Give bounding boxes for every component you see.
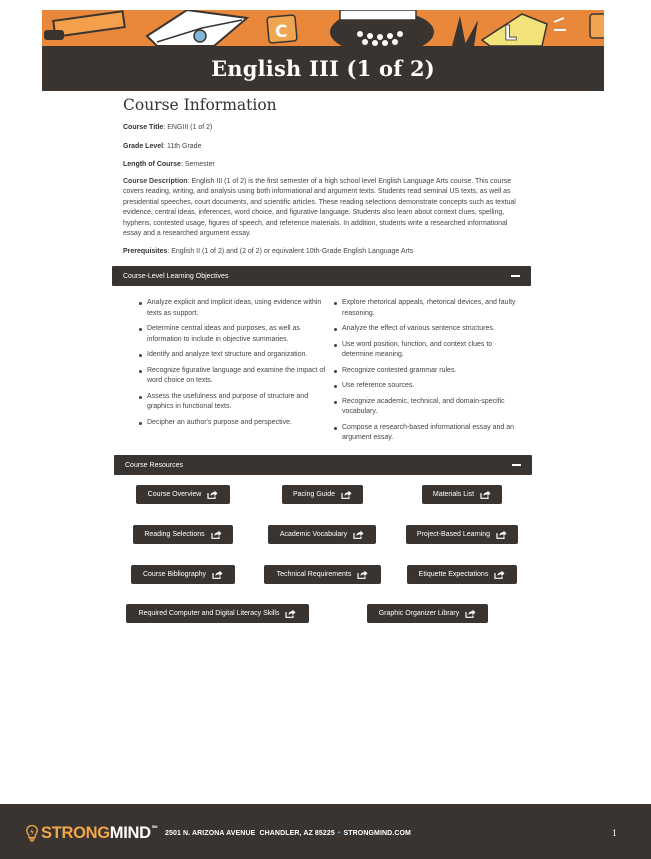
logo-mind: MIND [109,824,151,842]
objective-item: Recognize academic, technical, and domain-specific vocabulary. [329,397,524,418]
objective-item: Compose a research-based informational essay and an argument essay. [329,423,524,444]
footer-address: 2501 N. ARIZONA AVENUE CHANDLER, AZ 85225 [165,830,335,837]
button-label: Technical Requirements [276,571,352,578]
objectives-section-title: Course-Level Learning Objectives [123,272,229,280]
grade-level-label: Grade Level [123,142,164,150]
external-share-icon [494,570,505,579]
svg-text:C: C [275,22,288,42]
reading-selections-button[interactable] [133,525,233,544]
objectives-column-right [329,298,524,449]
button-label: Academic Vocabulary [279,531,348,538]
external-share-icon [465,609,476,618]
external-share-icon [212,570,223,579]
objective-item: Recognize contested grammar rules. [329,366,524,377]
course-banner [42,10,604,91]
course-title-line [123,123,527,134]
project-based-learning-button[interactable] [406,525,518,544]
button-label: Required Computer and Digital Literacy Skills [138,610,280,617]
digital-literacy-skills-button[interactable] [126,604,309,623]
course-overview-button[interactable] [136,485,230,504]
collapse-icon[interactable] [512,464,521,466]
lightbulb-icon [26,825,38,842]
external-share-icon [480,490,491,499]
objective-item: Identify and analyze text structure and organization. [134,350,329,361]
resources-section-title: Course Resources [125,461,183,469]
course-length-label: Length of Course [123,161,181,168]
banner-illustration [42,10,604,46]
logo-strong: STRONG [41,824,110,842]
strongmind-logo[interactable] [26,824,157,843]
footer-website-link[interactable]: STRONGMIND.COM [343,830,411,837]
objective-item: Recognize figurative language and examine the impact of word choice on texts. [134,366,329,387]
button-label: Reading Selections [144,531,205,538]
button-label: Course Bibliography [142,571,207,578]
course-description-label: Course Description [123,177,188,185]
footer-separator: • [337,830,341,837]
external-share-icon [353,530,364,539]
course-description [123,177,527,240]
etiquette-expectations-button[interactable] [407,565,517,584]
materials-list-button[interactable] [422,485,502,504]
objective-item: Explore rhetorical appeals, rhetorical devices, and faulty reasoning. [329,298,524,319]
prerequisites-label: Prerequisites [123,247,168,255]
logo-wordmark [41,824,157,843]
external-share-icon [285,609,296,618]
grade-level-value: : 11th Grade [163,142,202,150]
course-title-value: : ENGIII (1 of 2) [163,124,213,131]
objective-item: Determine central ideas and purposes, as well as information to include in objective summaries. [134,324,329,345]
plant-illustration [452,16,478,46]
svg-text:L: L [504,21,517,45]
pencil-illustration [44,11,125,40]
external-share-icon [341,490,352,499]
objectives-section-header[interactable] [112,266,531,286]
collapse-icon[interactable] [511,275,520,277]
external-share-icon [357,570,368,579]
button-label: Pacing Guide [292,491,336,498]
objective-item: Analyze the effect of various sentence structures. [329,324,524,335]
letter-tile-partial [590,14,604,38]
external-share-icon [211,530,222,539]
resources-section-header[interactable] [114,455,532,475]
megaphone-illustration [482,14,566,46]
page-title: English III (1 of 2) [211,56,435,81]
technical-requirements-button[interactable] [264,565,381,584]
grade-level-line [123,142,527,153]
page-number: 1 [612,829,618,838]
objectives-column-left [134,298,329,449]
objective-item: Assess the usefulness and purpose of structure and graphics in functional texts. [134,392,329,413]
graphic-organizer-library-button[interactable] [367,604,488,623]
objective-item: Analyze explicit and implicit ideas, using evidence within texts as support. [134,298,329,319]
banner-title-bar [42,46,604,91]
button-label: Graphic Organizer Library [378,610,460,617]
pacing-guide-button[interactable] [282,485,363,504]
prerequisites-value: : English II (1 of 2) and (2 of 2) or equivalent 10th-Grade English Language Arts [167,247,414,255]
external-share-icon [496,530,507,539]
external-share-icon [207,490,218,499]
course-length-value: : Semester [180,161,215,168]
objective-item: Use word position, function, and context clues to determine meaning. [329,340,524,361]
button-label: Etiquette Expectations [418,571,489,578]
envelope-illustration [147,10,247,46]
section-heading: Course Information [123,96,277,114]
course-description-text: : English III (1 of 2) is the first semester of a high school level English Language Arts course. This course covers reading, writing, and analysis using both informational and argument texts. Students read seminal US texts, as well as presidential speeches, court documents, and scientific articles. These reading selections demonstrate concepts such as textual evidence, central ideas, inferences, word choice, and figurative language. Students also learn about context clues, spelling, hyphens, contested usage, figures of speech, and reference materials. In addition, students write a researched informational essay and a researched argument essay. [123,177,516,237]
academic-vocabulary-button[interactable] [268,525,376,544]
course-title-label: Course Title [123,124,164,131]
letter-tile-c [267,15,297,43]
objective-item: Decipher an author's purpose and perspective. [134,418,329,429]
typewriter-illustration [330,10,434,46]
button-label: Project-Based Learning [416,531,491,538]
course-length-line [123,160,527,171]
learning-objectives [134,298,524,449]
footer-contact [165,830,411,837]
button-label: Course Overview [147,491,202,498]
logo-trademark: SM [151,824,158,829]
objective-item: Use reference sources. [329,381,524,392]
button-label: Materials List [432,491,475,498]
course-information [123,96,527,265]
course-bibliography-button[interactable] [131,565,235,584]
prerequisites-line [123,247,527,258]
